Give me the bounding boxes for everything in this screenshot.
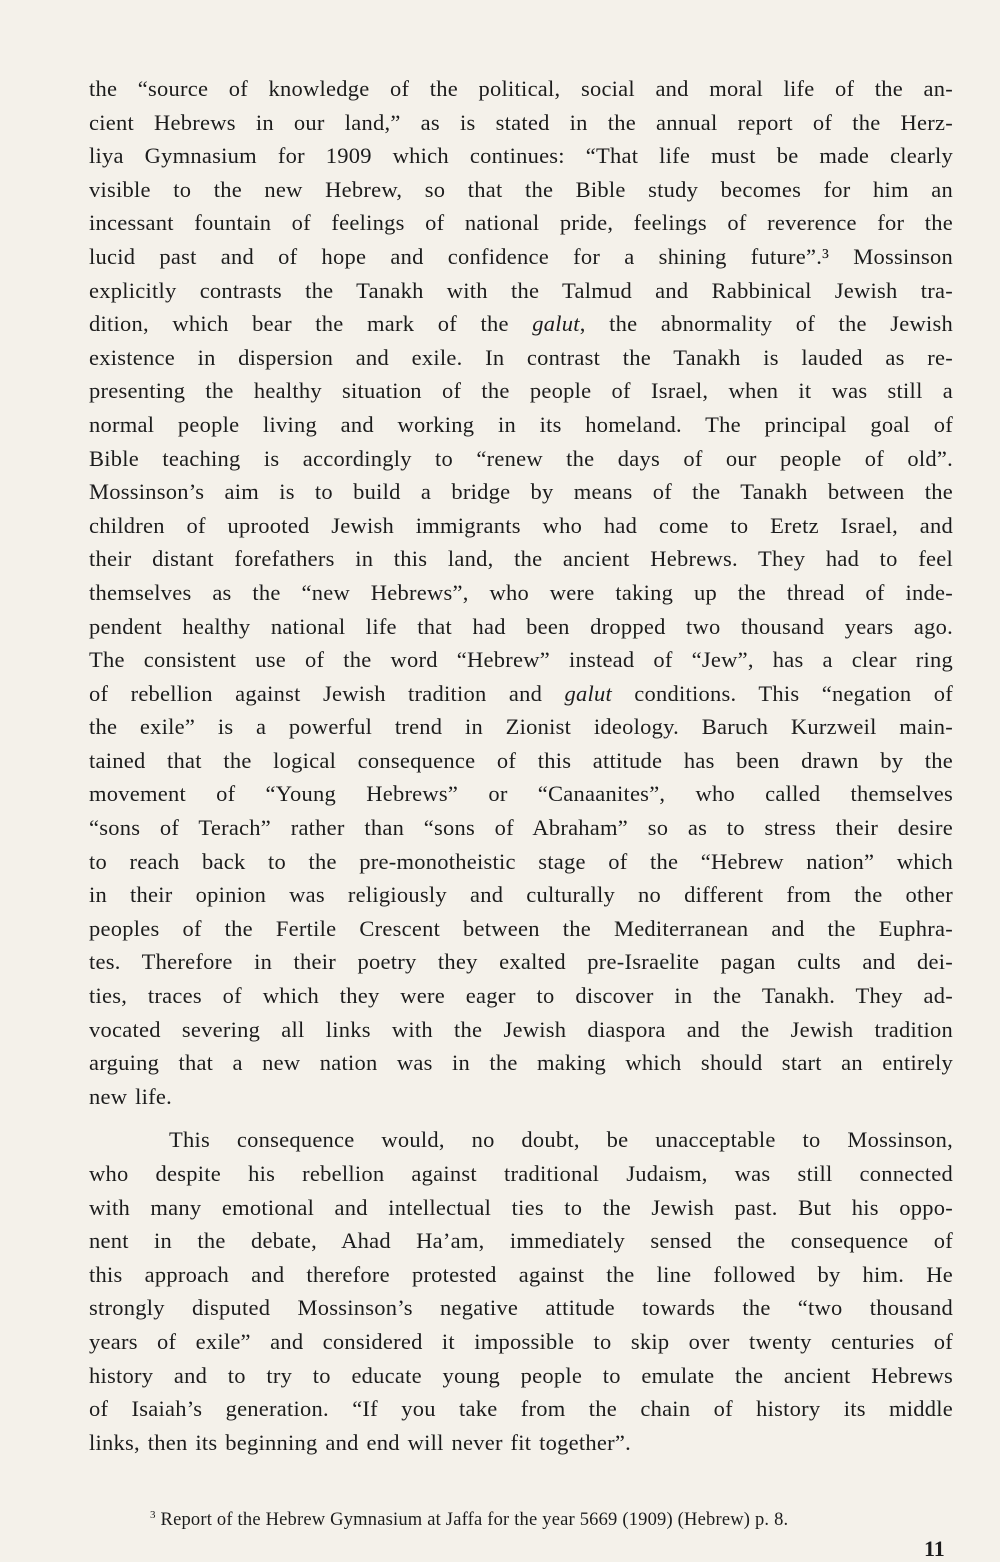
text-line: vocated severing all links with the Jewish diaspora and the Jewish tradition xyxy=(89,1016,953,1042)
text-line: nent in the debate, Ahad Ha’am, immediately sensed the consequence of xyxy=(89,1228,953,1254)
text-line: this approach and therefore protested against the line followed by him. He xyxy=(89,1261,953,1287)
text-line: normal people living and working in its homeland. The principal goal of xyxy=(89,411,953,437)
text-line: existence in dispersion and exile. In contrast the Tanakh is lauded as re- xyxy=(89,344,953,370)
text-line: presenting the healthy situation of the people of Israel, when it was still a xyxy=(89,378,953,404)
text-line: their distant forefathers in this land, the ancient Hebrews. They had to feel xyxy=(89,546,953,572)
text-line: with many emotional and intellectual ties to the Jewish past. But his oppo- xyxy=(89,1194,953,1220)
text-line: dition, which bear the mark of the galut, the abnormality of the Jewish xyxy=(89,311,953,337)
text-line: visible to the new Hebrew, so that the Bible study becomes for him an xyxy=(89,176,953,202)
text-line: the “source of knowledge of the political, social and moral life of the an- xyxy=(89,76,953,101)
text-line: of Isaiah’s generation. “If you take from the chain of history its middle xyxy=(89,1396,953,1422)
page-number: 11 xyxy=(924,1536,945,1561)
text-line: ties, traces of which they were eager to discover in the Tanakh. They ad- xyxy=(89,983,953,1009)
text-line: tained that the logical consequence of this attitude has been drawn by the xyxy=(89,747,953,773)
text-line: peoples of the Fertile Crescent between the Mediterranean and the Euphra- xyxy=(89,915,953,941)
text-line: new life. xyxy=(89,1083,172,1109)
text-line: who despite his rebellion against traditional Judaism, was still connected xyxy=(89,1161,953,1186)
text-line: of rebellion against Jewish tradition and galut conditions. This “negation of xyxy=(89,680,953,706)
text-line: The consistent use of the word “Hebrew” instead of “Jew”, has a clear ring xyxy=(89,647,953,673)
text-line: children of uprooted Jewish immigrants who had come to Eretz Israel, and xyxy=(89,512,953,538)
paragraph-1 xyxy=(89,72,953,1113)
text-line: arguing that a new nation was in the making which should start an entirely xyxy=(89,1050,953,1076)
text-line: “sons of Terach” rather than “sons of Abraham” so as to stress their desire xyxy=(89,815,953,841)
text-line: themselves as the “new Hebrews”, who were taking up the thread of inde- xyxy=(89,579,953,605)
text-line: to reach back to the pre-monotheistic stage of the “Hebrew nation” which xyxy=(89,848,953,874)
footnote xyxy=(150,1510,788,1531)
footnote-text: Report of the Hebrew Gymnasium at Jaffa for the year 5669 (1909) (Hebrew) p. 8. xyxy=(160,1510,789,1530)
text-line: tes. Therefore in their poetry they exalted pre-Israelite pagan cults and dei- xyxy=(89,949,953,975)
text-line: Bible teaching is accordingly to “renew the days of our people of old”. xyxy=(89,445,953,471)
text-line: liya Gymnasium for 1909 which continues: “That life must be made clearly xyxy=(89,143,953,169)
text-line: in their opinion was religiously and culturally no different from the other xyxy=(89,882,953,908)
text-line: explicitly contrasts the Tanakh with the Talmud and Rabbinical Jewish tra- xyxy=(89,277,953,303)
text-line: incessant fountain of feelings of national pride, feelings of reverence for the xyxy=(89,210,953,236)
text-line: strongly disputed Mossinson’s negative attitude towards the “two thousand xyxy=(89,1295,953,1321)
page-body xyxy=(89,72,953,1459)
text-line: pendent healthy national life that had been dropped two thousand years ago. xyxy=(89,613,953,639)
text-line: lucid past and of hope and confidence for a shining future”.³ Mossinson xyxy=(89,243,953,269)
text-line: movement of “Young Hebrews” or “Canaanites”, who called themselves xyxy=(89,781,953,807)
paragraph-2 xyxy=(89,1123,953,1459)
text-line: links, then its beginning and end will never fit together”. xyxy=(89,1429,632,1455)
text-line: history and to try to educate young people to emulate the ancient Hebrews xyxy=(89,1362,953,1388)
text-line: the exile” is a powerful trend in Zionist ideology. Baruch Kurzweil main- xyxy=(89,714,953,740)
footnote-marker: 3 xyxy=(150,1509,156,1521)
text-line: cient Hebrews in our land,” as is stated in the annual report of the Herz- xyxy=(89,109,953,135)
text-line: years of exile” and considered it impossible to skip over twenty centuries of xyxy=(89,1328,953,1354)
text-line: This consequence would, no doubt, be unacceptable to Mossinson, xyxy=(169,1127,953,1153)
text-line: Mossinson’s aim is to build a bridge by means of the Tanakh between the xyxy=(89,479,953,505)
